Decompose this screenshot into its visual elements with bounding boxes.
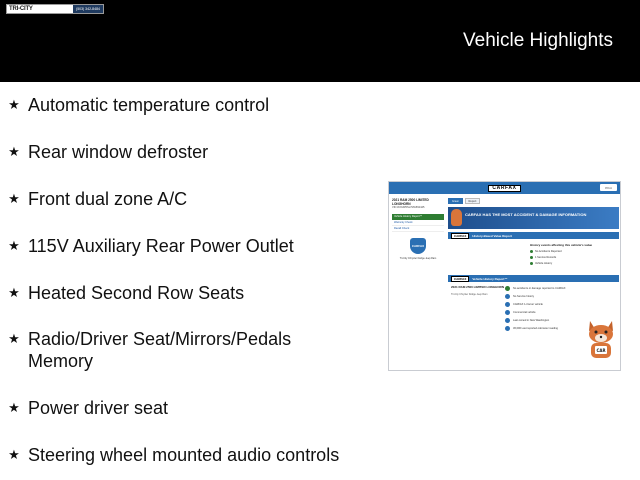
report-row (505, 326, 558, 331)
event-label: 1 Service Records (535, 256, 557, 259)
feature-item (0, 94, 370, 116)
tab-report[interactable]: Report (465, 198, 481, 204)
feature-label: Automatic temperature control (28, 95, 270, 115)
feature-item (0, 235, 370, 257)
carfax-tabs (448, 198, 619, 204)
carfax-mini-logo: CARFAX (451, 276, 469, 282)
tab-great[interactable]: Great (448, 198, 463, 204)
wrench-icon (505, 294, 510, 299)
event-label: Vehicle History (535, 262, 553, 265)
feature-item (0, 282, 370, 304)
star-icon: ★ (8, 191, 20, 206)
event-item (530, 250, 562, 253)
report-row-label: Commercial vehicle (513, 311, 536, 314)
header-bar (0, 0, 640, 82)
carfax-sidebar (392, 198, 444, 261)
page-title: Vehicle Highlights (463, 30, 613, 51)
vehicle-vin: VIN 3C6UR5SL7MG562445 (392, 206, 425, 209)
nav-item-recall[interactable]: Recall Check (392, 226, 444, 232)
svg-text:CAR: CAR (596, 348, 606, 353)
carfax-top-bar (389, 182, 620, 194)
check-icon (530, 256, 533, 259)
history-events (448, 239, 619, 272)
report-row (505, 318, 549, 323)
nav-item-history-report[interactable]: Vehicle History Report™ (392, 214, 444, 220)
feature-item (0, 444, 370, 466)
fox-mascot-icon (584, 315, 618, 360)
report-row-label: No accidents or damage reported to CARFAX (513, 287, 566, 290)
report-row-label: 36,096 Last reported odometer reading (513, 327, 558, 330)
star-icon: ★ (8, 447, 20, 462)
feature-item (0, 397, 370, 419)
event-label: No Accidents Reported (535, 250, 562, 253)
person-icon (505, 302, 510, 307)
report-row-label: CARFAX 1-Owner vehicle (513, 303, 543, 306)
check-icon (530, 250, 533, 253)
report-row (505, 294, 534, 299)
truck-icon (505, 310, 510, 315)
carfax-badge-icon: CARFAX (410, 238, 426, 254)
print-button[interactable]: Print (600, 184, 617, 191)
report-row-label: No Service history (513, 295, 535, 298)
feature-label: Power driver seat (28, 398, 169, 418)
star-icon: ★ (8, 97, 20, 112)
snapshot-title: History-Based Value Report (472, 233, 512, 238)
star-icon: ★ (8, 285, 20, 300)
nav-item-warranty[interactable]: Warranty Check (392, 220, 444, 226)
feature-item (0, 328, 370, 372)
dealer-name: Tri-City Chrysler Dodge Jeep Ram (399, 257, 437, 260)
feature-item (0, 141, 370, 163)
fox-mascot-icon (451, 209, 462, 226)
carfax-logo: CARFAX (488, 185, 520, 192)
carfax-report-thumbnail[interactable] (388, 181, 621, 371)
feature-label: Front dual zone A/C (28, 189, 188, 209)
report-row (505, 310, 536, 315)
vehicle-title: 2021 RAM 2500 LIMITED LONGHORN (392, 198, 429, 206)
report-vehicle: 2021 RAM 2500 LIMITED LONGHORN (451, 285, 505, 289)
shield-icon (505, 286, 510, 291)
odometer-icon (505, 326, 510, 331)
report-row (505, 286, 565, 291)
feature-label: 115V Auxiliary Rear Power Outlet (28, 236, 294, 256)
dealer-phone: (503) 342-8484 (73, 5, 103, 13)
location-icon (505, 318, 510, 323)
snapshot-header (448, 232, 619, 239)
carfax-banner (448, 207, 619, 229)
event-item (530, 256, 556, 259)
feature-label: Radio/Driver Seat/Mirrors/Pedals Memory (28, 329, 292, 371)
report-title: Vehicle History Report™ (472, 276, 508, 281)
report-row-label: Last owned in New Washington (513, 319, 550, 322)
events-title: History events affecting this vehicle's value (530, 243, 593, 247)
star-icon: ★ (8, 144, 20, 159)
dealer-logo-text: TRI-CITY (9, 6, 33, 12)
carfax-mini-logo: CARFAX (451, 233, 469, 239)
dealer-logo[interactable] (6, 4, 104, 14)
feature-label: Rear window defroster (28, 142, 209, 162)
feature-label: Heated Second Row Seats (28, 283, 245, 303)
report-row (505, 302, 543, 307)
banner-text: CARFAX HAS THE MOST ACCIDENT & DAMAGE INFORMATION (465, 212, 587, 217)
check-icon (530, 262, 533, 265)
feature-item (0, 188, 370, 210)
feature-label: Steering wheel mounted audio controls (28, 445, 340, 465)
report-header (448, 275, 619, 282)
event-item (530, 262, 552, 265)
star-icon: ★ (8, 400, 20, 415)
report-dealer: Tri-City Chrysler Dodge Jeep Ram (451, 293, 488, 296)
star-icon: ★ (8, 331, 20, 346)
star-icon: ★ (8, 238, 20, 253)
